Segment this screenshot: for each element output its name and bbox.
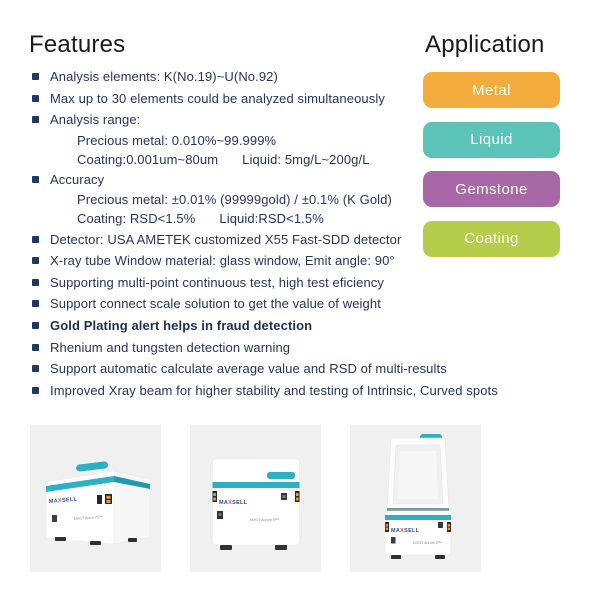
- feature-item: [32, 380, 502, 402]
- feature-text: Liquid:RSD<1.5%: [219, 211, 324, 227]
- feature-item: [32, 336, 502, 358]
- teal-stripe: [213, 482, 300, 488]
- feature-text: Coating: RSD<1.5%: [77, 211, 196, 227]
- brand-logo: MAXSELL: [219, 500, 248, 506]
- foot: [275, 545, 287, 550]
- foot: [220, 545, 232, 550]
- feature-text: X-ray tube Window material: glass window, Emit angle: 90°: [50, 253, 395, 269]
- bullet-square-icon: [32, 116, 39, 123]
- analyzer-angled-illustration: [30, 425, 161, 572]
- application-button-label: Liquid: [470, 131, 513, 148]
- analyzer-open-lid-illustration: [350, 425, 481, 572]
- application-button-liquid[interactable]: [423, 122, 560, 158]
- bullet-square-icon: [32, 344, 39, 351]
- teal-stripe: [385, 515, 451, 520]
- product-image-card[interactable]: [350, 425, 481, 572]
- brand-logo: MAXSELL: [48, 496, 78, 505]
- feature-text: Precious metal: ±0.01% (99999gold) / ±0.1% (K Gold): [77, 192, 392, 208]
- bullet-square-icon: [32, 322, 39, 329]
- feature-item-highlighted: [32, 315, 502, 337]
- foot: [128, 538, 137, 542]
- model-label: MXGT Aurum $5^{Plus}$: [413, 541, 443, 545]
- bullet-square-icon: [32, 95, 39, 102]
- application-title: Application: [425, 31, 545, 58]
- feature-text: Coating:0.001um~80um: [77, 151, 219, 167]
- handle: [267, 472, 295, 479]
- brand-logo: MAXSELL: [391, 528, 420, 534]
- bullet-square-icon: [32, 236, 39, 243]
- lid-inner-face: [398, 451, 438, 499]
- indicator-light: [296, 493, 299, 496]
- vent: [52, 515, 57, 522]
- feature-text: Accuracy: [50, 172, 105, 188]
- indicator-light: [448, 528, 450, 531]
- application-button-gemstone[interactable]: [423, 171, 560, 207]
- power-button: [97, 495, 102, 504]
- bullet-square-icon: [32, 387, 39, 394]
- indicator-light: [448, 524, 450, 527]
- side-latch: [385, 522, 389, 532]
- foot: [435, 555, 445, 559]
- bullet-square-icon: [32, 176, 39, 183]
- feature-text: Detector: USA AMETEK customized X55 Fast-SDD detector: [50, 231, 402, 247]
- feature-text: Gold Plating alert helps in fraud detection: [50, 318, 313, 334]
- feature-text: Max up to 30 elements could be analyzed simultaneously: [50, 90, 385, 106]
- feature-item: [32, 272, 502, 294]
- feature-text: Rhenium and tungsten detection warning: [50, 339, 291, 355]
- feature-text: Support connect scale solution to get the value of weight: [50, 296, 381, 312]
- power-button-dot: [283, 495, 286, 498]
- model-label: MXGT Aurum $5^{Plus}$: [250, 518, 280, 522]
- indicator-light: [386, 528, 388, 531]
- product-gallery: [30, 425, 481, 572]
- product-image-card[interactable]: [190, 425, 321, 572]
- bullet-square-icon: [32, 257, 39, 264]
- indicator-light: [213, 493, 216, 496]
- feature-text: Liquid: 5mg/L~200g/L: [242, 151, 370, 167]
- feature-text: Support automatic calculate average value and RSD of multi-results: [50, 361, 447, 377]
- bullet-square-icon: [32, 73, 39, 80]
- analyzer-front-illustration: [190, 425, 321, 572]
- foot: [391, 555, 401, 559]
- application-button-label: Coating: [464, 230, 519, 247]
- indicator-light: [213, 498, 216, 501]
- indicator-light: [386, 524, 388, 527]
- vent: [391, 537, 396, 544]
- feature-text: Analysis elements: K(No.19)~U(No.92): [50, 69, 278, 85]
- foot: [90, 541, 101, 545]
- power-button: [438, 522, 443, 528]
- application-button-label: Metal: [472, 81, 511, 99]
- feature-text: Precious metal: 0.010%~99.999%: [77, 132, 277, 148]
- model-label: MXGT Aurum $5^{Plus}$: [73, 514, 104, 521]
- feature-item: [32, 358, 502, 380]
- application-button-coating[interactable]: [423, 221, 560, 257]
- bullet-square-icon: [32, 279, 39, 286]
- handle: [76, 461, 109, 472]
- indicator-light: [106, 496, 110, 499]
- application-buttons: [423, 72, 560, 257]
- indicator-light: [106, 500, 110, 503]
- indicator-light: [296, 498, 299, 501]
- bullet-square-icon: [32, 365, 39, 372]
- foot: [55, 537, 66, 541]
- features-title: Features: [29, 31, 126, 58]
- application-button-label: Gemstone: [455, 180, 528, 198]
- application-button-metal[interactable]: [423, 72, 560, 108]
- product-image-card[interactable]: [30, 425, 161, 572]
- feature-text: Analysis range:: [50, 112, 141, 128]
- side-latch: [447, 522, 451, 532]
- front-button-dot: [219, 513, 222, 516]
- feature-text: Supporting multi-point continuous test, high test eficiency: [50, 274, 384, 290]
- feature-item: [32, 293, 502, 315]
- feature-text: Improved Xray beam for higher stability and testing of Intrinsic, Curved spots: [50, 382, 498, 398]
- bullet-square-icon: [32, 300, 39, 307]
